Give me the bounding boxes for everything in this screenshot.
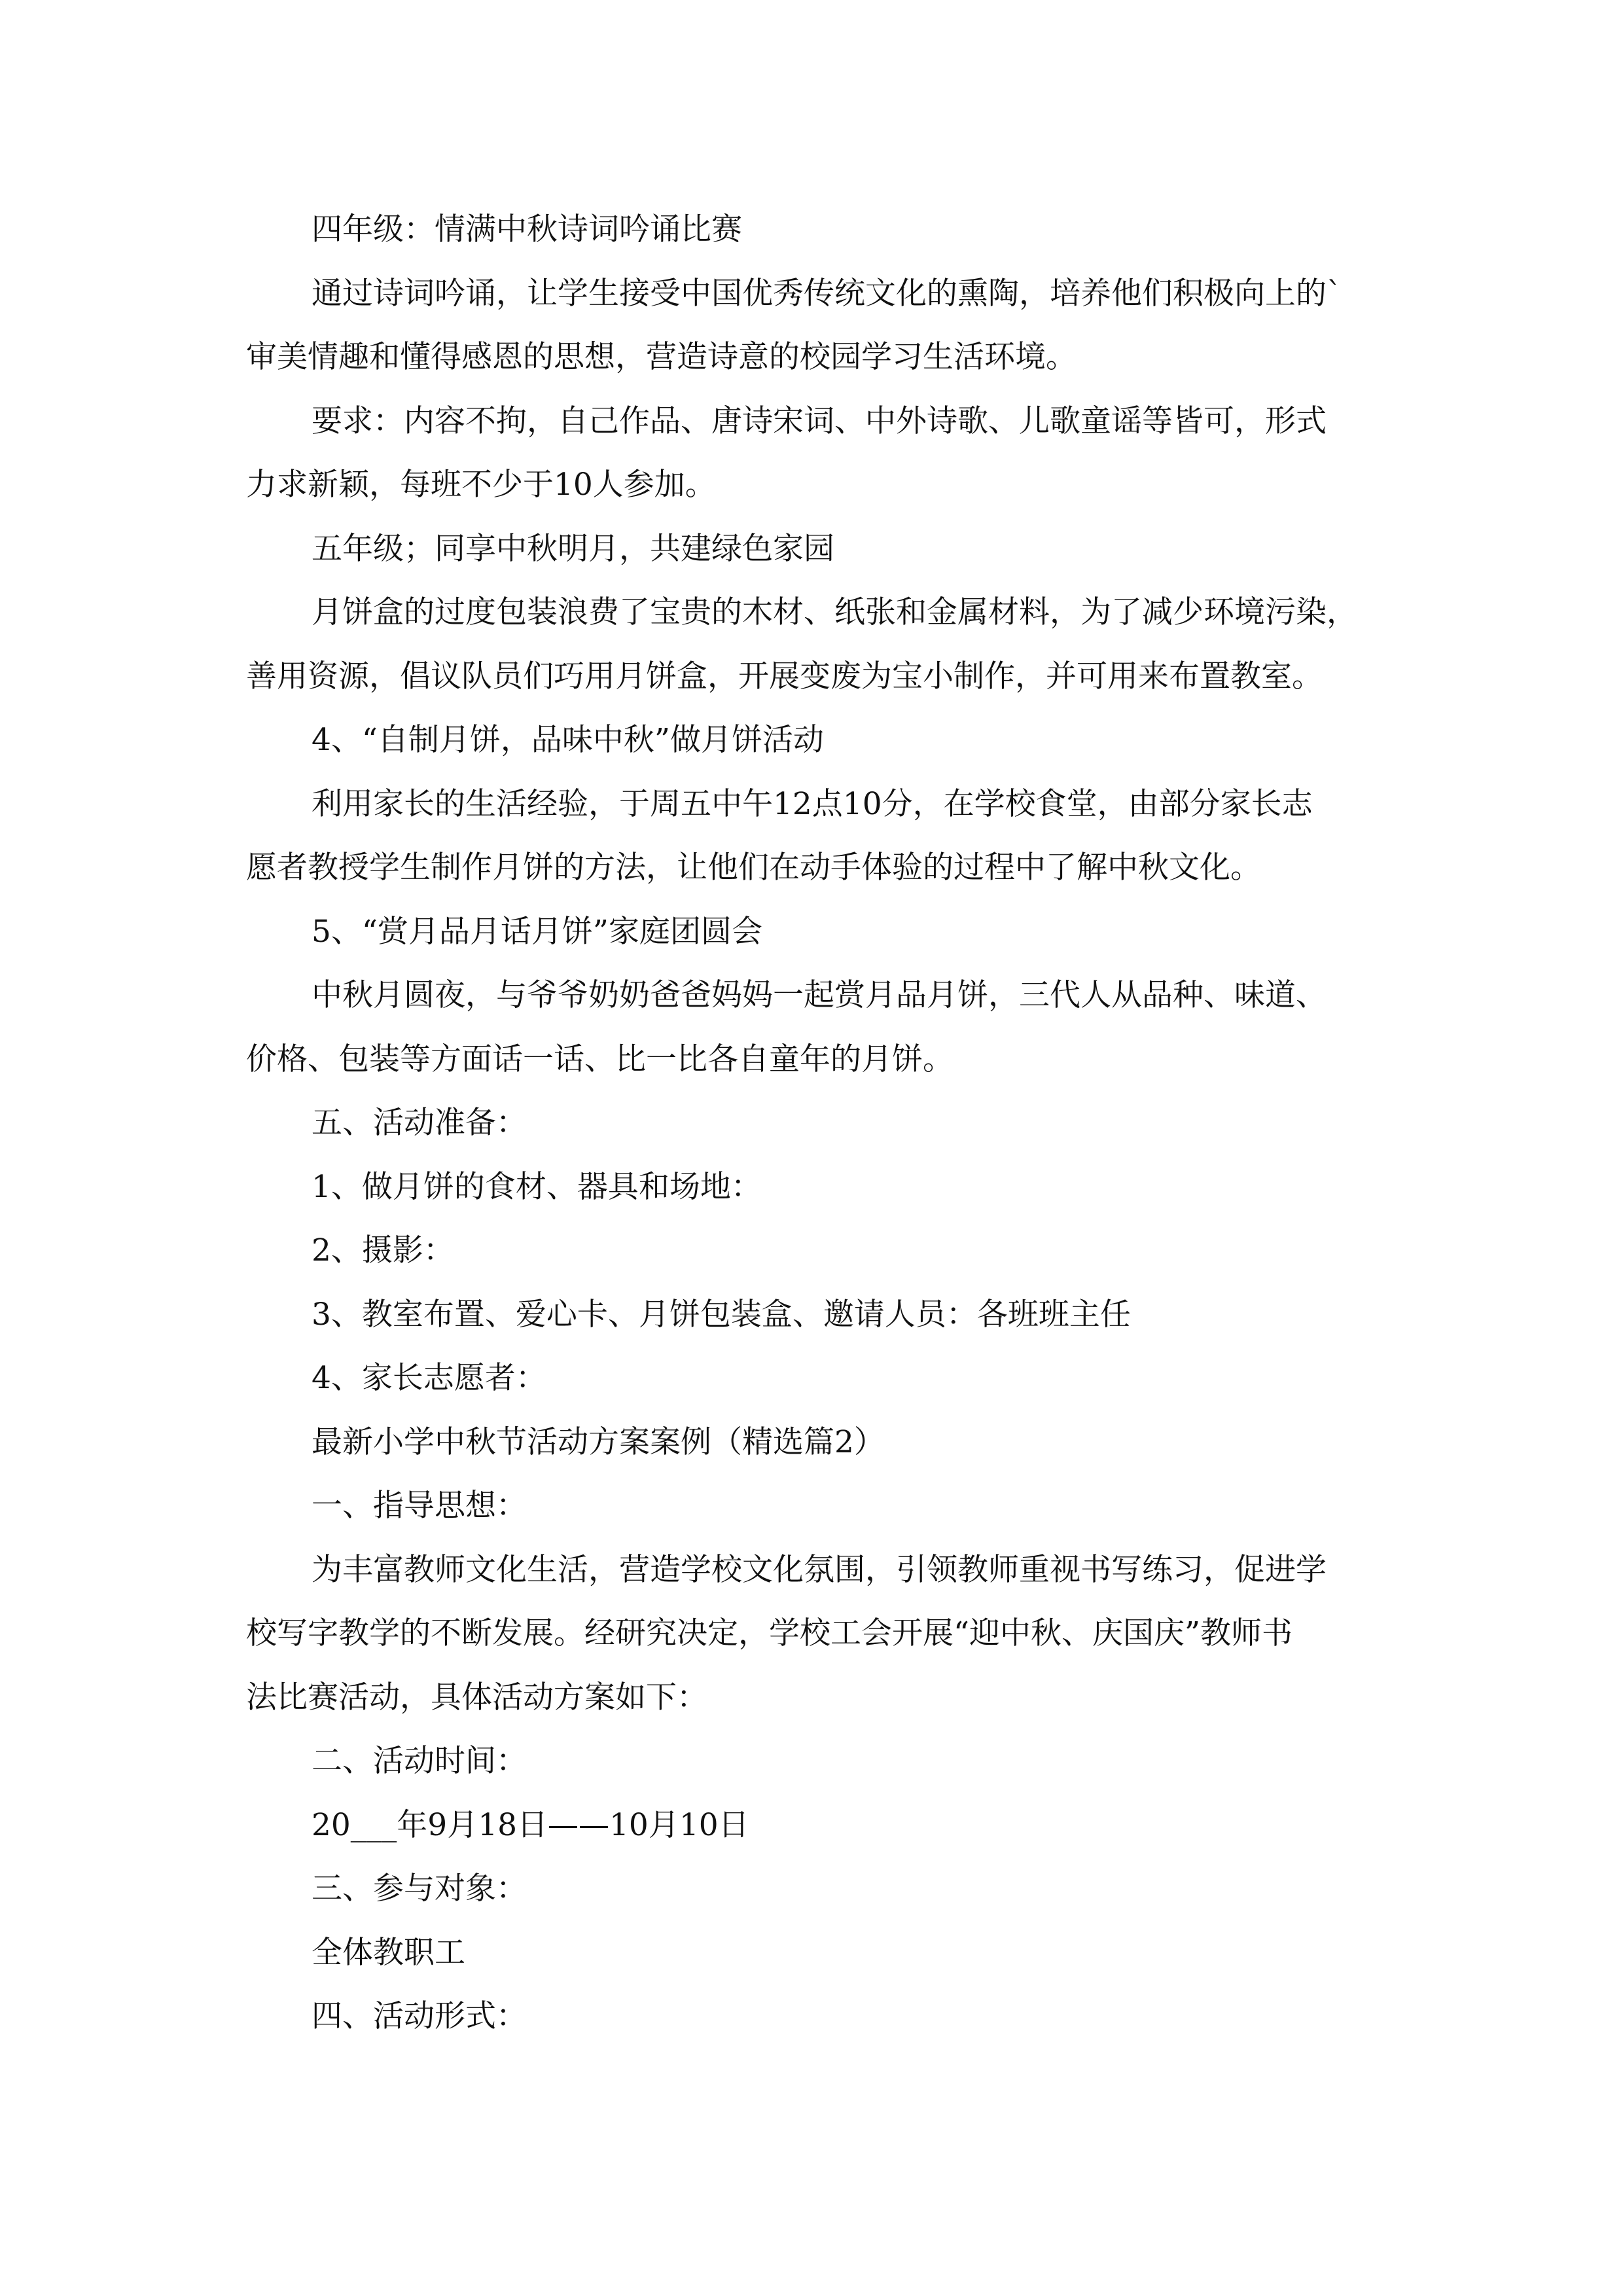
paragraph-line: 通过诗词吟诵，让学生接受中国优秀传统文化的熏陶，培养他们积极向上的`: [312, 275, 1342, 312]
list-item: 4、家长志愿者：: [312, 1360, 546, 1396]
list-item: 3、教室布置、爱心卡、月饼包装盒、邀请人员：各班班主任: [312, 1296, 1131, 1333]
section-heading: 三、参与对象：: [312, 1871, 527, 1907]
paragraph-line: 校写字教学的不断发展。经研究决定，学校工会开展“迎中秋、庆国庆”教师书: [246, 1615, 1293, 1651]
paragraph-line: 价格、包装等方面话一话、比一比各自童年的月饼。: [246, 1041, 954, 1077]
heading-grade-four: 四年级：情满中秋诗词吟诵比赛: [312, 211, 742, 247]
paragraph-line: 力求新颖，每班不少于10人参加。: [246, 467, 716, 503]
paragraph-line: 利用家长的生活经验，于周五中午12点10分，在学校食堂，由部分家长志: [312, 785, 1313, 822]
paragraph-line: 法比赛活动，具体活动方案如下：: [246, 1679, 707, 1715]
section-heading: 四、活动形式：: [312, 1998, 527, 2034]
date-range: 20___年9月18日——10月10日: [312, 1806, 749, 1843]
paragraph-line: 月饼盒的过度包装浪费了宝贵的木材、纸张和金属材料，为了减少环境污染，: [312, 594, 1357, 630]
paragraph-line: 中秋月圆夜，与爷爷奶奶爸爸妈妈一起赏月品月饼，三代人从品种、味道、: [312, 977, 1327, 1013]
section-heading: 二、活动时间：: [312, 1743, 527, 1779]
participants-text: 全体教职工: [312, 1934, 465, 1971]
list-item: 1、做月饼的食材、器具和场地：: [312, 1168, 762, 1205]
heading-item-4: 4、“自制月饼，品味中秋”做月饼活动: [312, 722, 824, 758]
document-body: [246, 198, 1385, 2049]
paragraph-line: 审美情趣和懂得感恩的思想，营造诗意的校园学习生活环境。: [246, 339, 1077, 375]
heading-grade-five: 五年级；同享中秋明月，共建绿色家园: [312, 530, 834, 567]
paragraph-line: 为丰富教师文化生活，营造学校文化氛围，引领教师重视书写练习，促进学: [312, 1551, 1327, 1588]
heading-item-5: 5、“赏月品月话月饼”家庭团圆会: [312, 913, 762, 950]
paragraph-line: 愿者教授学生制作月饼的方法，让他们在动手体验的过程中了解中秋文化。: [246, 850, 1261, 886]
paragraph-line: 善用资源，倡议队员们巧用月饼盒，开展变废为宝小制作，并可用来布置教室。: [246, 658, 1323, 694]
section-heading: 五、活动准备：: [312, 1105, 527, 1141]
list-item: 2、摄影：: [312, 1232, 454, 1268]
section-heading: 一、指导思想：: [312, 1488, 527, 1524]
paragraph-line: 要求：内容不拘，自己作品、唐诗宋词、中外诗歌、儿歌童谣等皆可，形式: [312, 403, 1327, 439]
article-title: 最新小学中秋节活动方案案例（精选篇2）: [312, 1424, 885, 1460]
